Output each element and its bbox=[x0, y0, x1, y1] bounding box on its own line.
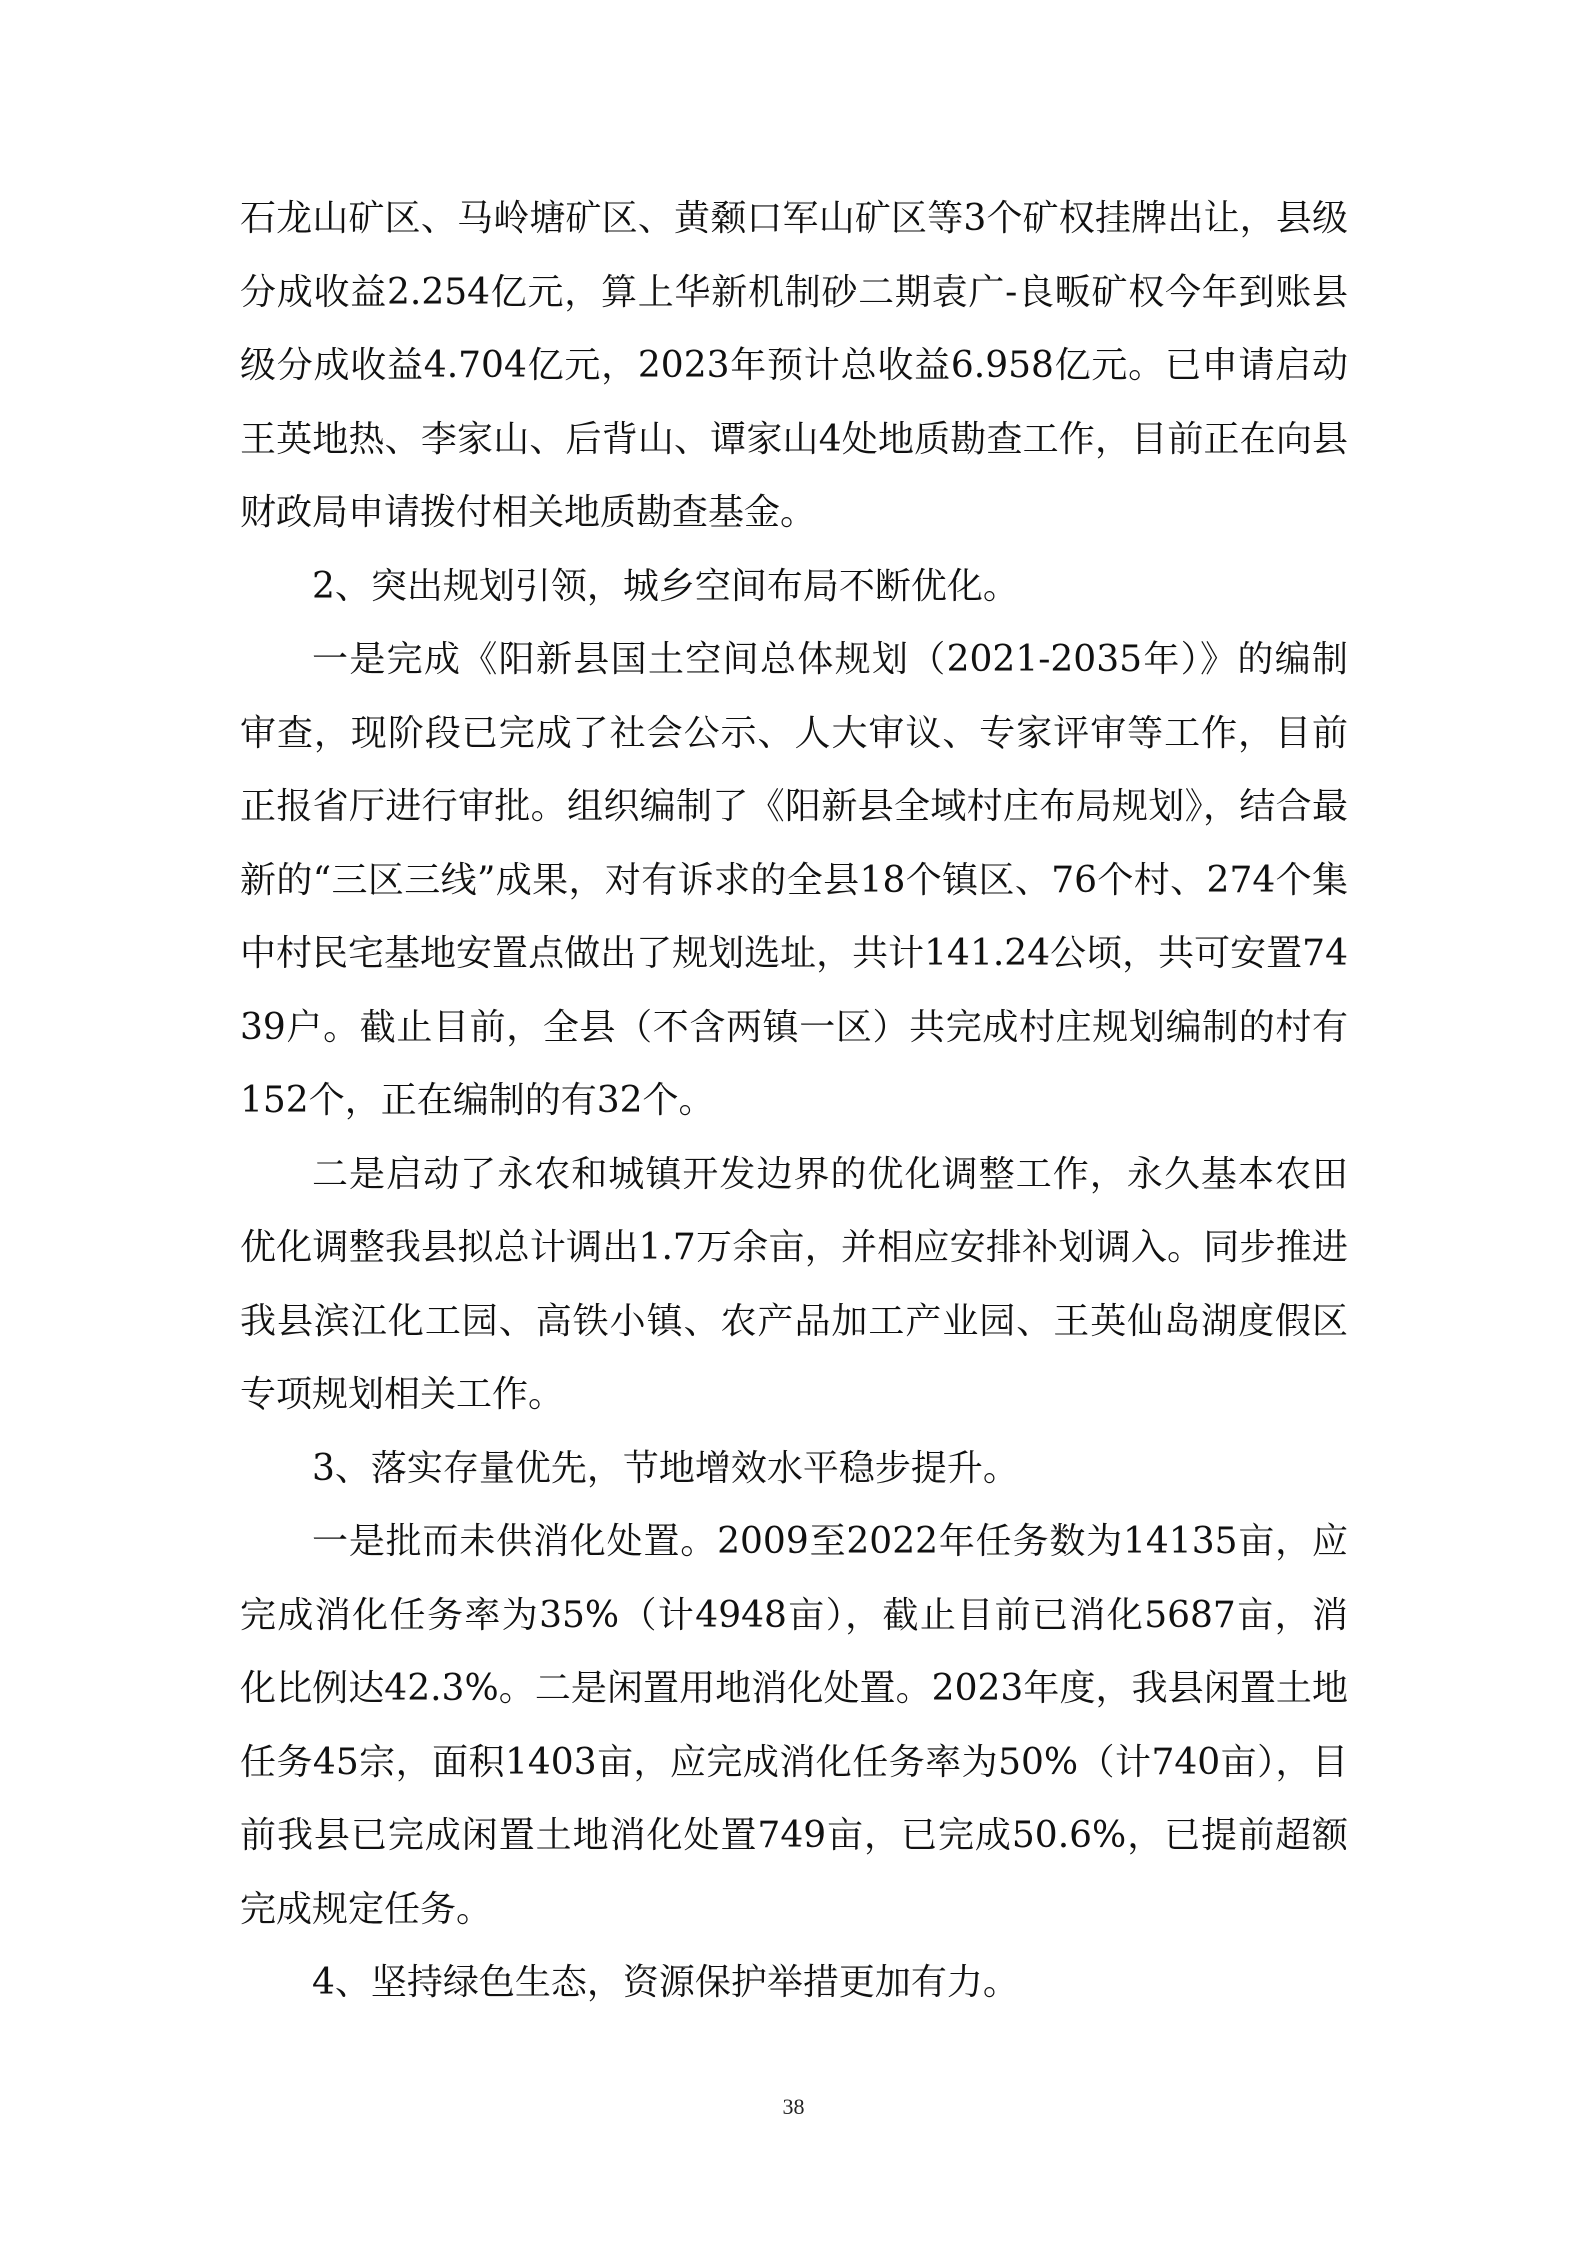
heading-green-ecology: 4、坚持绿色生态，资源保护举措更加有力。 bbox=[312, 1962, 1019, 2003]
heading-stock-priority: 3、落实存量优先，节地增效水平稳步提升。 bbox=[312, 1447, 1019, 1489]
document-body bbox=[240, 182, 1348, 2020]
paragraph-mineral-rights-revenue: 石龙山矿区、马岭塘矿区、黄颡口军山矿区等3个矿权挂牌出让，县级分成收益2.254亿元，算上华新机制砂二期袁广-良畈矿权今年到账县级分成收益4.704亿元，2023年预计总收益6.958亿元。已申请启动王英地热、李家山、后背山、谭家山4处地质勘查工作，目前正在向县财政局申请拨付相关地质勘查基金。 bbox=[240, 198, 1348, 533]
paragraph-farmland-boundary-adjustment: 二是启动了永农和城镇开发边界的优化调整工作，永久基本农田优化调整我县拟总计调出1.7万余亩，并相应安排补划调入。同步推进我县滨江化工园、高铁小镇、农产品加工产业园、王英仙岛湖度假区专项规划相关工作。 bbox=[240, 1153, 1348, 1415]
page-number: 38 bbox=[782, 2094, 805, 2119]
paragraph-territorial-spatial-plan: 一是完成《阳新县国土空间总体规划（2021-2035年）》的编制审查，现阶段已完成了社会公示、人大审议、专家评审等工作，目前正报省厅进行审批。组织编制了《阳新县全域村庄布局规划》，结合最新的“三区三线”成果，对有诉求的全县18个镇区、76个村、274个集中村民宅基地安置点做出了规划选址，共计141.24公顷，共可安置7439户。截止目前，全县（不含两镇一区）共完成村庄规划编制的村有152个，正在编制的有32个。 bbox=[240, 639, 1348, 1121]
heading-planning-guidance: 2、突出规划引领，城乡空间布局不断优化。 bbox=[312, 565, 1019, 607]
paragraph-idle-land-disposal: 一是批而未供消化处置。2009至2022年任务数为14135亩，应完成消化任务率为35%（计4948亩），截止目前已消化5687亩，消化比例达42.3%。二是闲置用地消化处置。2023年度，我县闲置土地任务45宗，面积1403亩，应完成消化任务率为50%（计740亩），目前我县已完成闲置土地消化处置749亩，已完成50.6%，已提前超额完成规定任务。 bbox=[240, 1521, 1348, 1930]
